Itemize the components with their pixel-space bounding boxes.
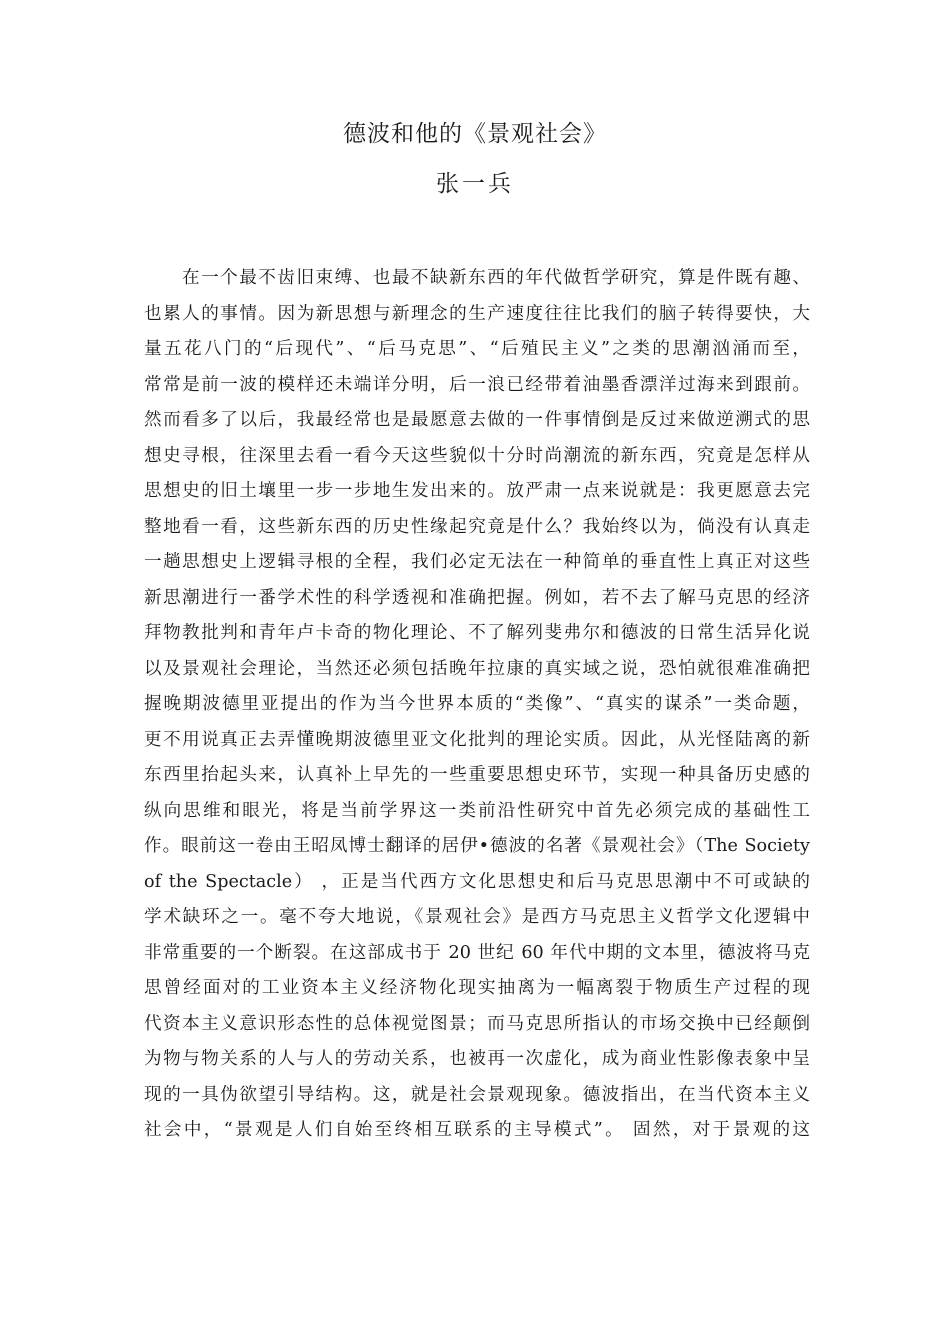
paragraph-line: 为物与物关系的人与人的劳动关系，也被再一次虚化，成为商业性影像表象中呈 [144, 1049, 810, 1069]
document-author: 张一兵 [436, 171, 514, 197]
paragraph-line: 一趟思想史上逻辑寻根的全程，我们必定无法在一种简单的垂直性上真正对这些 [144, 552, 810, 572]
paragraph-line: 常常是前一波的模样还未端详分明，后一浪已经带着油墨香漂洋过海来到跟前。 [144, 374, 810, 395]
paragraph-line: 握晚期波德里亚提出的作为当今世界本质的“类像”、“真实的谋杀”一类命题， [144, 694, 810, 714]
paragraph-line: 思曾经面对的工业资本主义经济物化现实抽离为一幅离裂于物质生产过程的现 [144, 978, 810, 998]
paragraph-line: 非常重要的一个断裂。在这部成书于 20 世纪 60 年代中期的文本里，德波将马克 [144, 942, 810, 963]
document-title: 德波和他的《景观社会》 [343, 121, 607, 147]
paragraph-line: 然而看多了以后，我最经常也是最愿意去做的一件事情倒是反过来做逆溯式的思 [144, 410, 810, 430]
paragraph-line: 纵向思维和眼光，将是当前学界这一类前沿性研究中首先必须完成的基础性工 [144, 800, 810, 821]
paragraph-line: 更不用说真正去弄懂晚期波德里亚文化批判的理论实质。因此，从光怪陆离的新 [144, 729, 810, 750]
paragraph-line: 想史寻根，往深里去看一看今天这些貌似十分时尚潮流的新东西，究竟是怎样从 [144, 445, 810, 466]
paragraph-line: 在一个最不齿旧束缚、也最不缺新东西的年代做哲学研究，算是件既有趣、 [182, 268, 810, 288]
paragraph-line: 也累人的事情。因为新思想与新理念的生产速度往往比我们的脑子转得要快，大 [144, 303, 810, 324]
paragraph-line: 拜物教批判和青年卢卡奇的物化理论、不了解列斐弗尔和德波的日常生活异化说 [144, 623, 810, 643]
paragraph-line: 社会中，“景观是人们自始至终相互联系的主导模式”。 固然，对于景观的这 [144, 1120, 810, 1140]
paragraph-line: 代资本主义意识形态性的总体视觉图景；而马克思所指认的市场交换中已经颠倒 [144, 1013, 810, 1034]
paragraph-line: 作。眼前这一卷由王昭凤博士翻译的居伊•德波的名著《景观社会》（The Society [144, 836, 810, 856]
paragraph-line: 量五花八门的“后现代”、“后马克思”、“后殖民主义”之类的思潮汹涌而至， [144, 339, 810, 359]
paragraph-line: 学术缺环之一。毫不夸大地说，《景观社会》是西方马克思主义哲学文化逻辑中 [144, 907, 810, 927]
paragraph-line: 以及景观社会理论，当然还必须包括晚年拉康的真实域之说，恐怕就很难准确把 [144, 658, 810, 679]
paragraph-line: 东西里抬起头来，认真补上早先的一些重要思想史环节，实现一种具备历史感的 [144, 765, 810, 785]
body-paragraph [144, 266, 810, 1154]
paragraph-line: of the Spectacle） ，正是当代西方文化思想史和后马克思思潮中不可或缺的 [144, 871, 810, 892]
paragraph-line: 整地看一看，这些新东西的历史性缘起究竟是什么？我始终以为，倘没有认真走 [144, 516, 810, 537]
paragraph-line: 新思潮进行一番学术性的科学透视和准确把握。例如，若不去了解马克思的经济 [144, 587, 810, 608]
paragraph-line: 思想史的旧土壤里一步一步地生发出来的。放严肃一点来说就是：我更愿意去完 [144, 481, 810, 501]
paragraph-line: 现的一具伪欲望引导结构。这，就是社会景观现象。德波指出，在当代资本主义 [144, 1084, 810, 1105]
